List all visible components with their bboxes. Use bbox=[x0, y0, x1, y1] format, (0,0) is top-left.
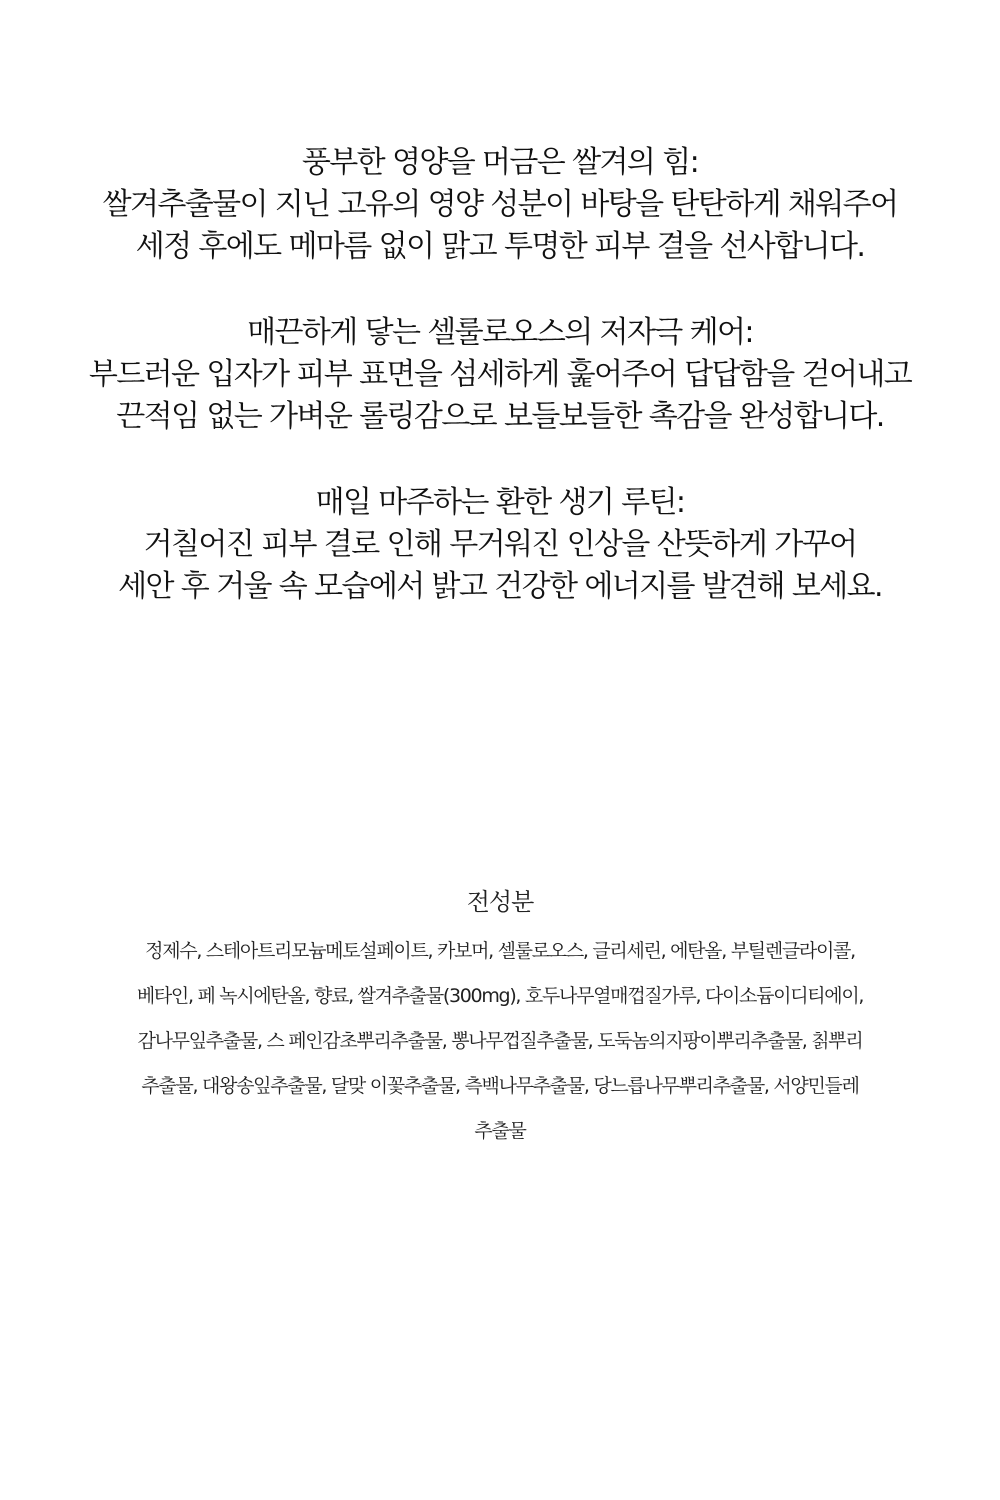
feature-description-line: 끈적임 없는 가벼운 롤링감으로 보들보들한 촉감을 완성합니다. bbox=[116, 399, 884, 434]
ingredients-list-line: 추출물 bbox=[474, 1120, 526, 1142]
feature-description-line: 세안 후 거울 속 모습에서 밝고 건강한 에너지를 발견해 보세요. bbox=[118, 569, 882, 604]
feature-description-line: 부드러운 입자가 피부 표면을 섬세하게 훑어주어 답답함을 걷어내고 bbox=[88, 357, 912, 392]
feature-cellulose-care bbox=[20, 312, 980, 438]
ingredients-list-line: 정제수, 스테아트리모늄메토설페이트, 카보머, 셀룰로오스, 글리세린, 에탄올, 부틸렌글라이콜, bbox=[145, 940, 855, 962]
feature-title: 매일 마주하는 환한 생기 루틴: bbox=[315, 485, 685, 520]
ingredients-list-line: 추출물, 대왕송잎추출물, 달맞 이꽃추출물, 측백나무추출물, 당느릅나무뿌리추출물, 서양민들레 bbox=[141, 1075, 859, 1097]
ingredients-list-line: 감나무잎추출물, 스 페인감초뿌리추출물, 뽕나무껍질추출물, 도둑놈의지팡이뿌리추출물, 칡뿌리 bbox=[137, 1030, 863, 1052]
ingredients-section bbox=[40, 883, 960, 1154]
feature-description-line: 거칠어진 피부 결로 인해 무거워진 인상을 산뜻하게 가꾸어 bbox=[143, 527, 857, 562]
feature-description-line: 쌀겨추출물이 지닌 고유의 영양 성분이 바탕을 탄탄하게 채워주어 bbox=[102, 187, 898, 222]
feature-daily-routine bbox=[20, 482, 980, 608]
ingredients-list-line: 베타인, 페 녹시에탄올, 향료, 쌀겨추출물(300mg), 호두나무열매껍질가루, 다이소듐이디티에이, bbox=[136, 985, 864, 1007]
ingredients-title: 전성분 bbox=[466, 888, 534, 916]
feature-title: 매끈하게 닿는 셀룰로오스의 저자극 케어: bbox=[247, 315, 753, 350]
feature-description-line: 세정 후에도 메마름 없이 맑고 투명한 피부 결을 선사합니다. bbox=[135, 229, 865, 264]
feature-rice-bran bbox=[20, 142, 980, 268]
feature-title: 풍부한 영양을 머금은 쌀겨의 힘: bbox=[301, 145, 699, 180]
